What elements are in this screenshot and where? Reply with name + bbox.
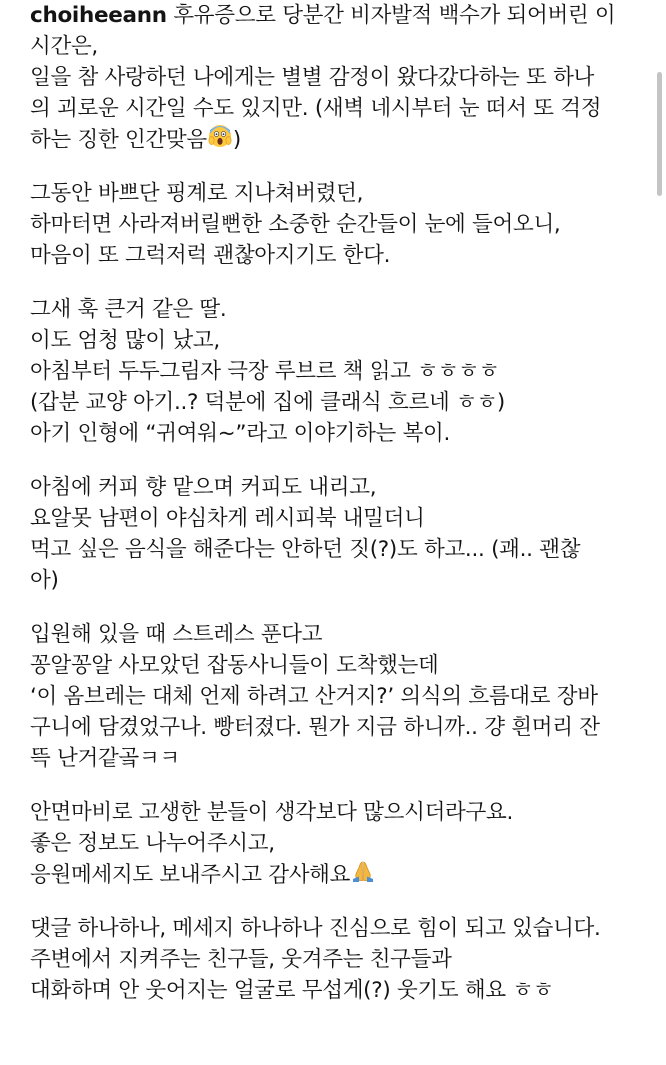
caption-line — [30, 240, 652, 271]
caption-text: 마음이 또 그럭저럭 괜찮아지기도 한다. — [30, 243, 391, 268]
caption-line — [30, 178, 652, 209]
caption-line — [30, 534, 652, 565]
caption-text: 이도 엄청 많이 났고, — [30, 328, 220, 353]
scrollbar[interactable] — [657, 72, 662, 196]
caption-text: 그동안 바쁘단 핑계로 지나쳐버렸던, — [30, 181, 364, 206]
caption-line — [30, 0, 652, 31]
caption-line — [30, 828, 652, 859]
caption-text: 아침부터 두두그림자 극장 루브르 책 읽고 ㅎㅎㅎㅎ — [30, 359, 500, 384]
folded-hands-emoji — [351, 859, 375, 892]
username-link[interactable]: choiheeann — [30, 3, 167, 28]
caption-line — [30, 356, 652, 387]
caption-text: 응원메세지도 보내주시고 감사해요 — [30, 862, 351, 888]
caption-text: 요알못 남편이 야심차게 레시피북 내밀더니 — [30, 506, 425, 531]
caption-line — [30, 62, 652, 93]
caption-line — [30, 387, 652, 418]
caption-text: 꽁알꽁알 사모았던 잡동사니들이 도착했는데 — [30, 653, 439, 678]
paragraph-gap — [30, 774, 652, 797]
caption-line — [30, 712, 652, 743]
paragraph-gap — [30, 890, 652, 913]
caption-text: (갑분 교양 아기..? 덕분에 집에 클래식 흐르네 ㅎㅎ) — [30, 390, 506, 415]
caption-line — [30, 124, 652, 155]
caption-text: 의 괴로운 시간일 수도 있지만. (새벽 네시부터 눈 떠서 또 걱정 — [30, 96, 602, 121]
caption-line — [30, 619, 652, 650]
caption-line — [30, 565, 652, 596]
caption-text: 아) — [30, 568, 59, 593]
caption-line — [30, 325, 652, 356]
caption-line — [30, 93, 652, 124]
caption-line — [30, 209, 652, 240]
caption-text: 하는 징한 인간맞음 — [30, 127, 207, 153]
caption-line — [30, 650, 652, 681]
caption-text: 시간은, — [30, 34, 98, 59]
paragraph-gap — [30, 449, 652, 472]
caption-text: 일을 참 사랑하던 나에게는 별별 감정이 왔다갔다하는 또 하나 — [30, 65, 595, 90]
caption-line — [30, 681, 652, 712]
caption-line — [30, 859, 652, 890]
caption-text: 입원해 있을 때 스트레스 푼다고 — [30, 622, 323, 647]
caption-text: 댓글 하나하나, 메세지 하나하나 진심으로 힘이 되고 있습니다. — [30, 916, 601, 941]
caption-text: 뜩 난거같곸ㅋㅋ — [30, 746, 180, 771]
caption-text: 아기 인형에 “귀여워~”라고 이야기하는 복이. — [30, 421, 451, 446]
caption-text-tail: ) — [232, 127, 241, 153]
paragraph-gap — [30, 271, 652, 294]
caption-line — [30, 294, 652, 325]
post-caption — [30, 0, 652, 1006]
caption-line — [30, 418, 652, 449]
caption-line — [30, 797, 652, 828]
caption-text: 하마터면 사라져버릴뻔한 소중한 순간들이 눈에 들어오니, — [30, 212, 561, 237]
caption-line — [30, 31, 652, 62]
caption-line — [30, 913, 652, 944]
caption-line — [30, 975, 652, 1006]
caption-text: 먹고 싶은 음식을 해준다는 안하던 짓(?)도 하고... (괘.. 괜찮 — [30, 537, 581, 562]
caption-line — [30, 503, 652, 534]
caption-text: 대화하며 안 웃어지는 얼굴로 무섭게(?) 웃기도 해요 ㅎㅎ — [30, 978, 554, 1003]
scream-emoji — [208, 124, 232, 157]
caption-text: ‘이 옴브레는 대체 언제 하려고 산거지?’ 의식의 흐름대로 장바 — [30, 684, 598, 709]
caption-line — [30, 472, 652, 503]
paragraph-gap — [30, 596, 652, 619]
caption-line — [30, 944, 652, 975]
caption-line — [30, 743, 652, 774]
caption-text: 그새 훅 큰거 같은 딸. — [30, 297, 227, 322]
caption-text: 아침에 커피 향 맡으며 커피도 내리고, — [30, 475, 377, 500]
caption-text: 좋은 정보도 나누어주시고, — [30, 831, 275, 856]
caption-text: 후유증으로 당분간 비자발적 백수가 되어버린 이 — [166, 3, 616, 28]
caption-text: 구니에 담겼었구나. 빵터졌다. 뭔가 지금 하니까.. 걍 흰머리 잔 — [30, 715, 600, 740]
caption-text: 안면마비로 고생한 분들이 생각보다 많으시더라구요. — [30, 800, 513, 825]
paragraph-gap — [30, 155, 652, 178]
caption-text: 주변에서 지켜주는 친구들, 웃겨주는 친구들과 — [30, 947, 452, 972]
